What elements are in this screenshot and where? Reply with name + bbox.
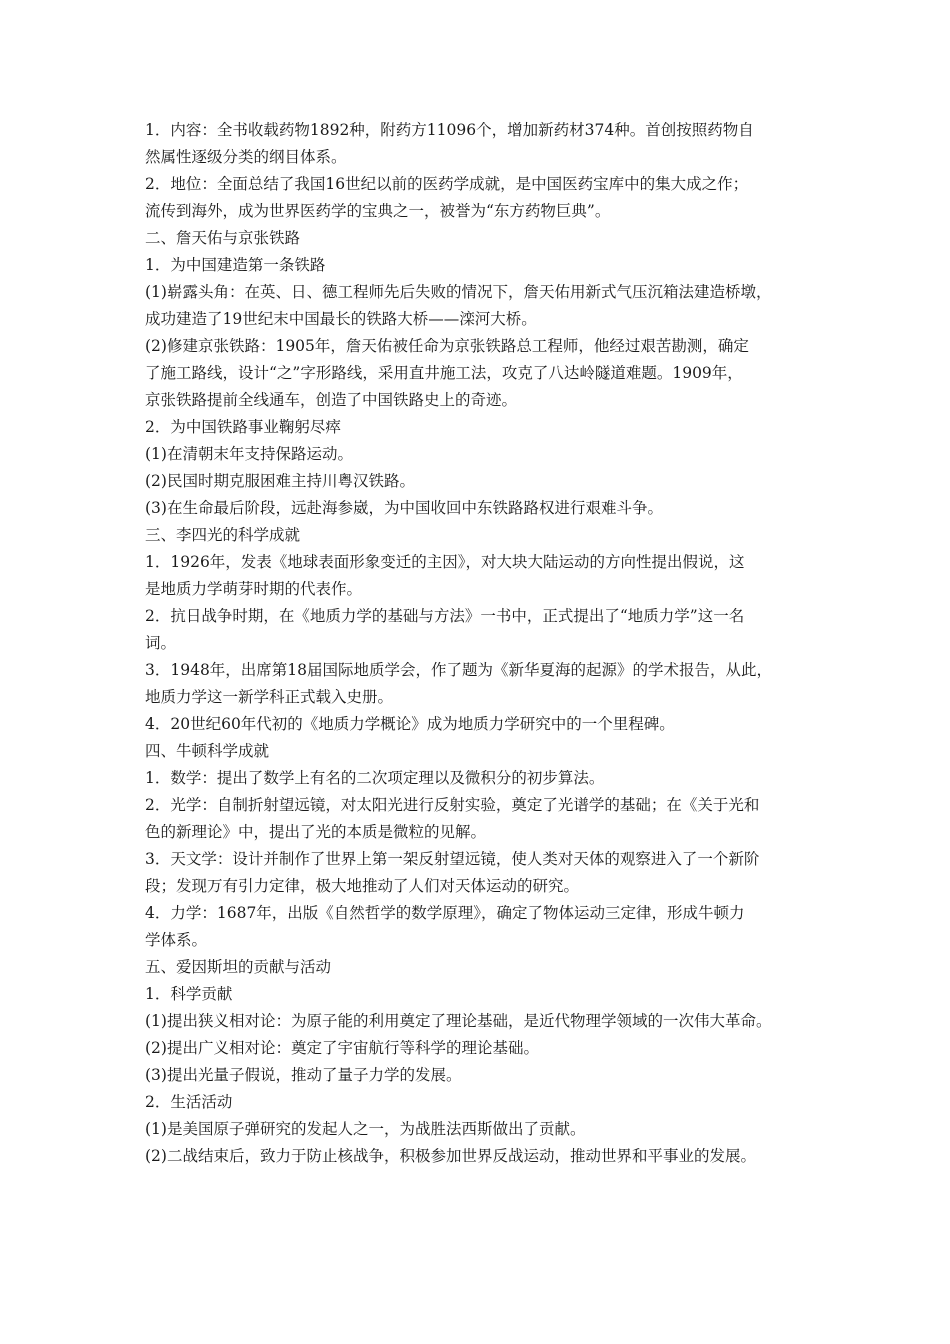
text-line: 是地质力学萌芽时期的代表作。: [145, 580, 363, 598]
text-line: (2)二战结束后，致力于防止核战争，积极参加世界反战运动，推动世界和平事业的发展。: [145, 1147, 756, 1165]
text-line: (3)在生命最后阶段，远赴海参崴，为中国收回中东铁路路权进行艰难斗争。: [145, 499, 663, 517]
text-line: (2)修建京张铁路：1905年，詹天佑被任命为京张铁路总工程师，他经过艰苦勘测，确定: [145, 337, 749, 355]
text-line: (3)提出光量子假说，推动了量子力学的发展。: [145, 1066, 462, 1084]
text-line: 3．1948年，出席第18届国际地质学会，作了题为《新华夏海的起源》的学术报告，从此，: [145, 661, 773, 679]
text-line: 2．抗日战争时期，在《地质力学的基础与方法》一书中，正式提出了“地质力学”这一名: [145, 607, 745, 625]
text-line: 4．力学：1687年，出版《自然哲学的数学原理》，确定了物体运动三定律，形成牛顿力: [145, 904, 745, 922]
text-line: 了施工路线，设计“之”字形路线，采用直井施工法，攻克了八达岭隧道难题。1909年，: [145, 364, 743, 382]
text-line: 成功建造了19世纪末中国最长的铁路大桥——滦河大桥。: [145, 310, 537, 328]
text-line: (1)在清朝末年支持保路运动。: [145, 445, 353, 463]
text-line: 京张铁路提前全线通车，创造了中国铁路史上的奇迹。: [145, 391, 518, 409]
subheading: 2．为中国铁路事业鞠躬尽瘁: [145, 418, 341, 436]
text-line: (1)是美国原子弹研究的发起人之一，为战胜法西斯做出了贡献。: [145, 1120, 586, 1138]
section-heading: 四、牛顿科学成就: [145, 742, 270, 760]
section-heading: 二、詹天佑与京张铁路: [145, 229, 301, 247]
subheading: 1．科学贡献: [145, 985, 233, 1003]
text-line: (1)崭露头角：在英、日、德工程师先后失败的情况下，詹天佑用新式气压沉箱法建造桥墩，: [145, 283, 772, 301]
text-line: 4．20世纪60年代初的《地质力学概论》成为地质力学研究中的一个里程碑。: [145, 715, 675, 733]
text-line: 词。: [145, 634, 177, 652]
subheading: 2．生活活动: [145, 1093, 233, 1111]
text-line: 1．数学：提出了数学上有名的二次项定理以及微积分的初步算法。: [145, 769, 605, 787]
text-line: 1．内容：全书收载药物1892种，附药方11096个，增加新药材374种。首创按照药物自: [145, 121, 754, 139]
text-line: (2)提出广义相对论：奠定了宇宙航行等科学的理论基础。: [145, 1039, 539, 1057]
text-line: 流传到海外，成为世界医药学的宝典之一，被誉为“东方药物巨典”。: [145, 202, 611, 220]
document-body: [145, 117, 813, 1170]
text-line: 1．1926年，发表《地球表面形象变迁的主因》，对大块大陆运动的方向性提出假说，这: [145, 553, 745, 571]
text-line: 3．天文学：设计并制作了世界上第一架反射望远镜，使人类对天体的观察进入了一个新阶: [145, 850, 760, 868]
text-line: 2．光学：自制折射望远镜，对太阳光进行反射实验，奠定了光谱学的基础；在《关于光和: [145, 796, 760, 814]
subheading: 1．为中国建造第一条铁路: [145, 256, 326, 274]
section-heading: 五、爱因斯坦的贡献与活动: [145, 958, 332, 976]
text-line: 然属性逐级分类的纲目体系。: [145, 148, 347, 166]
text-line: 地质力学这一新学科正式载入史册。: [145, 688, 394, 706]
section-heading: 三、李四光的科学成就: [145, 526, 301, 544]
text-line: 段；发现万有引力定律，极大地推动了人们对天体运动的研究。: [145, 877, 580, 895]
text-line: 2．地位：全面总结了我国16世纪以前的医药学成就，是中国医药宝库中的集大成之作；: [145, 175, 749, 193]
text-line: (2)民国时期克服困难主持川粤汉铁路。: [145, 472, 415, 490]
text-line: 学体系。: [145, 931, 208, 949]
text-line: 色的新理论》中，提出了光的本质是微粒的见解。: [145, 823, 487, 841]
text-line: (1)提出狭义相对论：为原子能的利用奠定了理论基础，是近代物理学领域的一次伟大革命。: [145, 1012, 772, 1030]
